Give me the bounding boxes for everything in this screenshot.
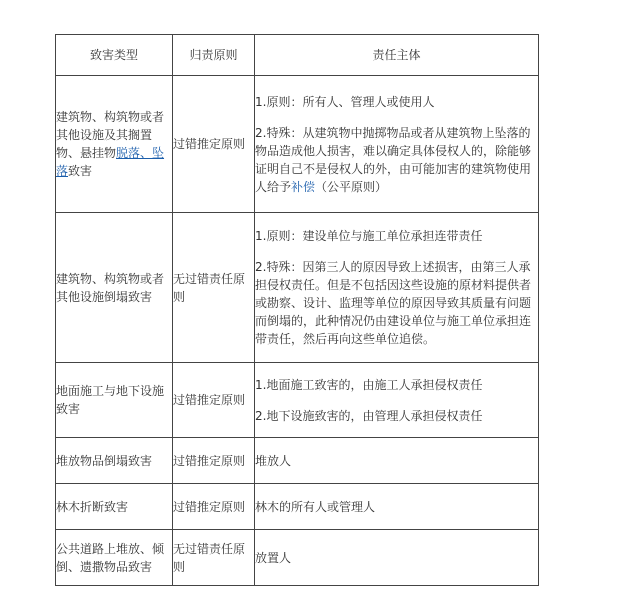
party-rule: 1.原则：建设单位与施工单位承担连带责任	[255, 229, 483, 243]
principle-cell: 无过错责任原则	[173, 213, 255, 363]
table-row	[56, 363, 539, 438]
principle-cell: 过错推定原则	[173, 438, 255, 484]
liable-party-cell: 堆放人	[255, 438, 539, 484]
table-row	[56, 76, 539, 213]
harm-type-cell	[56, 76, 173, 213]
header-harm-type: 致害类型	[56, 35, 173, 76]
party-special-rule: 2.特殊：从建筑物中抛掷物品或者从建筑物上坠落的物品造成他人损害，难以确定具体侵权人的，除能够证明自己不是侵权人的外，由可能加害的建筑物使用人给予补偿（公平原则）	[255, 125, 532, 194]
harm-type-text: 建筑物、构筑物或者其他设施及其搁置物、悬挂物	[56, 110, 165, 160]
principle-cell: 过错推定原则	[173, 363, 255, 438]
table-row	[56, 438, 539, 484]
falling-objects-link[interactable]: 脱落、坠落	[56, 146, 165, 178]
principle-cell: 无过错责任原则	[173, 530, 255, 586]
liable-party-cell	[255, 363, 539, 438]
table-row	[56, 530, 539, 586]
harm-type-cell: 堆放物品倒塌致害	[56, 438, 173, 484]
harm-type-cell: 林木折断致害	[56, 484, 173, 530]
party-special-rule: 2.特殊：因第三人的原因导致上述损害，由第三人承担侵权责任。但是不包括因这些设施的原材料提供者或勘察、设计、监理等单位的原因导致其质量有问题而倒塌的，此种情况仍由建设单位与施工单位承担连带责任，然后再向这些单位追偿。	[255, 260, 532, 346]
liable-party-cell	[255, 213, 539, 363]
party-rule: 1.原则：所有人、管理人或使用人	[255, 94, 435, 109]
table-header-row	[56, 35, 539, 76]
principle-cell: 过错推定原则	[173, 76, 255, 213]
header-liability-principle: 归责原则	[173, 35, 255, 76]
harm-type-suffix: 致害	[68, 164, 93, 178]
liable-party-cell	[255, 76, 539, 213]
liable-party-cell: 林木的所有人或管理人	[255, 484, 539, 530]
liability-table	[55, 34, 539, 586]
compensation-link[interactable]: 补偿	[291, 179, 316, 194]
harm-type-cell: 建筑物、构筑物或者其他设施倒塌致害	[56, 213, 173, 363]
party-rule: 2.地下设施致害的，由管理人承担侵权责任	[255, 408, 483, 423]
harm-type-cell: 公共道路上堆放、倾倒、遗撒物品致害	[56, 530, 173, 586]
party-rule: 1.地面施工致害的，由施工人承担侵权责任	[255, 377, 483, 392]
principle-cell: 过错推定原则	[173, 484, 255, 530]
table-row	[56, 484, 539, 530]
header-liable-party: 责任主体	[255, 35, 539, 76]
liable-party-cell: 放置人	[255, 530, 539, 586]
harm-type-cell: 地面施工与地下设施致害	[56, 363, 173, 438]
table-row	[56, 213, 539, 363]
